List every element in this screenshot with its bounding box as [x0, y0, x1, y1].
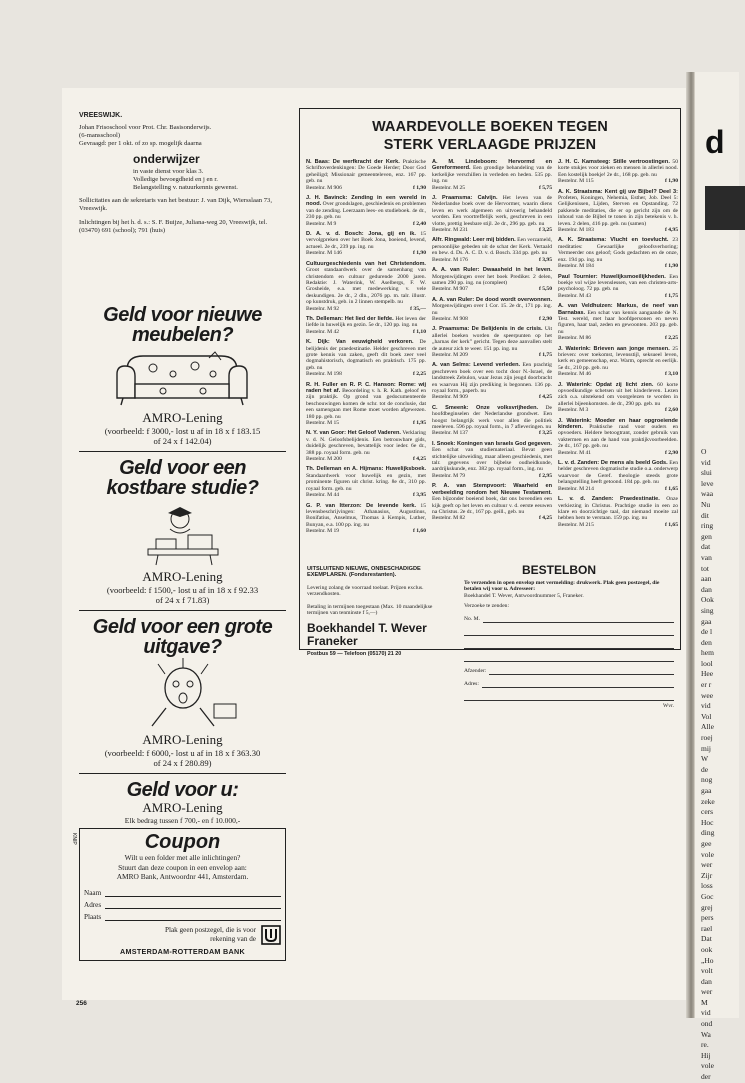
facing-page-line: van	[701, 552, 712, 562]
book-title: G. P. van Itterzon: De levende kerk.	[306, 502, 417, 509]
book-price: f 4,95	[664, 227, 678, 234]
book-title: J. Waterink: Moeder en haar opgroeiende kinderen.	[558, 417, 678, 431]
book-price: f 3,95	[412, 492, 426, 499]
facing-page-line: wer	[701, 860, 713, 870]
facing-page-line: lool	[701, 658, 713, 668]
book-column	[432, 159, 552, 539]
coupon-text: AMRO Bank, Antwoordnr 441, Amsterdam.	[116, 872, 249, 882]
book-order-number: Bestelnr. M 215	[558, 521, 594, 528]
facing-page-line: vid	[701, 457, 711, 467]
book-title: Th. Delleman: Het lied der liefde.	[306, 315, 394, 322]
coupon-title: Coupon	[144, 831, 221, 853]
book-entry	[432, 237, 552, 263]
book-title: J. Waterink: Opdat zij licht zien.	[558, 381, 654, 388]
facing-page-line: de	[701, 764, 709, 774]
book-price: f 1,75	[664, 292, 678, 299]
book-price: f 1,75	[538, 351, 552, 358]
book-price: f 1,90	[664, 178, 678, 185]
ad-subtitle: STERK VERLAAGDE PRIJZEN	[383, 137, 597, 153]
book-price: f 1,95	[412, 420, 426, 427]
book-title: K. Dijk: Van eeuwigheid verkoren.	[306, 339, 414, 346]
book-entry	[306, 195, 426, 227]
coupon-text: Wilt u een folder met alle inlichtingen?	[124, 853, 241, 862]
vacancy-line: Volledige bevoegdheid en j en r.	[133, 175, 218, 183]
amro-lender: AMRO-Lening	[142, 569, 223, 584]
book-title: N. Y. van Goor: Het Geloof Vaderen.	[306, 430, 401, 437]
ad-title: WAARDEVOLLE BOEKEN TEGEN	[372, 119, 608, 135]
book-price: f 3,25	[538, 430, 552, 437]
facing-page-line: ring	[701, 521, 714, 531]
vacancy-applications: Sollicitaties aan de sekretaris van het bestuur: J. van Dijk, Wiersslaan 73, Vreeswijk.	[79, 197, 272, 213]
facing-page-line: gee	[701, 838, 712, 848]
book-price: f 2,90	[664, 449, 678, 456]
book-description: 60 korte opvoedkundige schetsen uit het kinderleven. Lezen zich o.a. uitstekend om voorgelezen te worden in allerlei bijeenkomsten. 4e dr., 290 pp. geb. nu	[558, 381, 678, 407]
book-title: N. Baas: De werfkracht der Kerk.	[306, 159, 400, 165]
amro-example: (voorbeeld: f 3000,- lost u af in 18 x f 183.15	[104, 426, 261, 436]
book-entry	[558, 237, 678, 269]
book-order-number: Bestelnr. M 3	[558, 407, 589, 414]
facing-page-line: den	[701, 637, 712, 647]
book-order-number: Bestelnr. M 200	[306, 456, 342, 463]
book-description: Een prachtig geschreven boek over een tocht door N.-Israel, de landstreek Zebulon, waar Jezus zijn jeugd doorbracht en waarvan Hij zijn prediking is begonnen. 136 pp. royaal form., paperb. nu	[432, 362, 552, 394]
amro-offer-final	[79, 780, 286, 825]
facing-page-line: tot	[701, 563, 709, 573]
coupon-name-field[interactable]: Naam	[84, 885, 281, 897]
facing-page-line: der	[701, 1072, 711, 1082]
facing-page-line: dan	[701, 976, 712, 986]
book-title: J. Waterink: Brieven aan jonge mensen.	[558, 345, 670, 352]
amro-headline: Geld voor een grote uitgave?	[92, 616, 273, 658]
book-description: Verklaring v. d. N. Geloofsbelijdenis. Een betrouwbare gids, duidelijk geschreven, bevattelijk voor ieder. 6e dr., 388 pp. royaal form. geb. nu	[306, 430, 426, 456]
facing-page-line: rael	[701, 923, 713, 933]
postage-note: Plak geen postzegel, die is voor rekening van de	[84, 925, 281, 945]
ad-notes	[307, 566, 451, 663]
book-order-number: Bestelnr. M 176	[432, 256, 468, 263]
vacancy-line: Belangstelling v. natuurkennis gewenst.	[133, 184, 238, 192]
order-form-address: Boekhandel T. Wever, Antwoordnummer 5, Franeker.	[464, 592, 584, 599]
book-order-number: Bestelnr. M 92	[306, 305, 340, 312]
facing-page-line: zeke	[701, 796, 715, 806]
book-price: f 3,10	[664, 371, 678, 378]
book-entry	[558, 496, 678, 528]
book-title: D. A. v. d. Bosch: Jona, gij en ik.	[306, 231, 416, 238]
book-title: A. van Selms: Levend verleden.	[432, 362, 521, 369]
book-title: Paul Tournier: Huwelijksmoeilijkheden.	[558, 273, 666, 280]
book-title: I. Snoek: Koningen van Israels God gegeven.	[432, 440, 552, 447]
amro-headline: Geld voor een kostbare studie?	[106, 457, 259, 499]
book-order-number: Bestelnr. M 41	[558, 449, 592, 456]
book-entry	[432, 362, 552, 400]
facing-page-line: W	[701, 754, 709, 764]
book-entry	[558, 189, 678, 234]
facing-page-line: ook	[701, 944, 713, 954]
facing-page-line: Hee	[701, 669, 714, 679]
facing-page-line: nog	[701, 775, 713, 785]
book-price: f 2,25	[664, 335, 678, 342]
coupon-text: Stuurt dan deze coupon in een envelop aan:	[118, 862, 247, 872]
book-order-number: Bestelnr. M 42	[306, 328, 340, 335]
book-description: Een schat van kennis aangaande de N. Test. wereld, met haar hoofdpersonen en neven figuren, haar taal, zeden en gewoonten. 203 pp. geb. nu	[558, 309, 678, 335]
book-price: f 5,75	[538, 184, 552, 191]
facing-page-line: vid	[701, 1008, 711, 1018]
facing-page-line: roej	[701, 733, 713, 743]
book-description: Een schat van studiemateriaal. Bevat geen stichtelijke uitweiding, maar alleen geschiedenis, met talr. gegevens over bijbelse oudheidkunde, aardrijkskunde, enz. 382 pp. royaal form., ing. nu	[432, 447, 552, 473]
book-entry	[306, 382, 426, 427]
facing-page-line: M	[701, 997, 708, 1007]
amro-lender: AMRO-Lening	[142, 410, 223, 425]
facing-page-line: leve	[701, 478, 714, 488]
book-list	[306, 159, 678, 539]
facing-page-letter: d	[705, 124, 725, 160]
vacancy-line: in vaste dienst voor klas 3.	[133, 167, 204, 175]
facing-page-line: slui	[701, 468, 712, 478]
facing-page-line: Zijr	[701, 870, 713, 880]
book-title: R. H. Fuller en R. P. C. Hanson: Rome: wij raden het af.	[306, 381, 426, 394]
book-order-number: Bestelnr. M 198	[306, 371, 342, 378]
book-title: C. Smeenk: Onze volksvrijheden.	[432, 404, 539, 411]
book-description: Beoordeling v. h. R. Kath. geloof en zijn praktijk. Op grond van gedocumenteerde beschouwingen komen de schr. tot de conclusie, dat een samengaan met Rome moet worden afgewezen. 180 pp. geb. nu	[306, 388, 426, 420]
facing-page-line: Ook	[701, 595, 714, 605]
vacancy-request: Gevraagd: per 1 okt. of zo sp. mogelijk daarna	[79, 140, 202, 148]
order-blank-line[interactable]	[464, 638, 674, 649]
facing-page-line: ond	[701, 1019, 713, 1029]
book-entry	[306, 466, 426, 498]
facing-page-line: aan	[701, 574, 712, 584]
book-price: f 4,25	[538, 394, 552, 401]
order-blank-line[interactable]	[464, 625, 674, 636]
book-order-number: Bestelnr. M 44	[306, 492, 340, 499]
order-form-title: BESTELBON	[522, 563, 597, 577]
book-title: J. Praamsma: Calvijn.	[432, 195, 498, 202]
book-order-number: Bestelnr. M 908	[432, 315, 468, 322]
book-description: De hoofdbeginselen der Nederlandse grondwet. Een hoogst belangrijk werk voor allen die politiek meeleven. 596 pp. royaal form., in 7 afleveringen. nu	[432, 404, 552, 431]
ad-delivery: Levering zolang de voorraad toelaat. Prijzen exclus. verzendkosten.	[307, 584, 424, 598]
facing-page-dark-block	[705, 186, 745, 230]
cut-mark: KNIP	[71, 833, 77, 845]
amro-headline: Geld voor nieuwe meubelen?	[103, 304, 262, 346]
book-price: f 1,65	[664, 521, 678, 528]
facing-page-line: dan	[701, 584, 712, 594]
book-description: Onze verkiezing in Christus. Prachtige studie in een zo klare en doorzichtige taal, dat niemand moeite zal hebben hem te verstaan. 159 pp. ing. nu	[558, 496, 678, 522]
book-price: f 2,95	[538, 472, 552, 479]
book-description: Het leven van de Nederlandse boek over de Hervormer, waarin diens leven en werk algemeen en uitvoerig behandeld worden. Een voortreffelijk werk, geschreven in een vlotte, prettig leesbare stijl. 2e dr., 296 pp. geb. nu	[432, 195, 552, 227]
book-entry	[306, 316, 426, 335]
sofa-illustration	[113, 348, 253, 408]
vacancy-position: onderwijzer	[133, 151, 200, 166]
address-field[interactable]: Adres:	[464, 677, 674, 688]
book-entry	[558, 382, 678, 414]
shop-name: Boekhandel T. Wever	[307, 621, 427, 636]
amro-range: Elk bedrag tussen f 700,- en f 10.000,-	[124, 816, 241, 825]
order-blank-line[interactable]	[464, 690, 674, 701]
facing-page-line: grej	[701, 902, 713, 912]
book-advertisement	[299, 108, 681, 709]
book-description: 25 brieven: over toekomst, levensstijl, seksueel leven, kerk en gemeenschap, enz. Warm, oprecht en eerlijk. 5e dr., 210 pp. geb. nu	[558, 345, 678, 371]
facing-page-text	[701, 447, 715, 1083]
book-description: Standaardwerk voor huwelijk en gezin, met prominente figuren uit christ. kring. 8e dr., 310 pp. royaal form. geb. nu	[306, 472, 426, 492]
book-entry	[432, 297, 552, 323]
book-order-number: Bestelnr. M 46	[558, 371, 592, 378]
book-price: f 1,65	[664, 485, 678, 492]
book-price: f 4,25	[538, 515, 552, 522]
order-number-field[interactable]: No. M.	[464, 612, 674, 623]
facing-page-line: Dat	[701, 934, 712, 944]
shop-city: Franeker	[307, 634, 358, 649]
bank-logo-icon	[261, 925, 281, 945]
facing-page-line: er r	[701, 680, 712, 690]
amro-lender: AMRO-Lening	[142, 800, 223, 815]
amro-offer	[79, 617, 286, 768]
book-entry	[558, 418, 678, 456]
book-entry	[306, 159, 426, 191]
facing-page-line: vole	[701, 1061, 714, 1071]
amro-example: (voorbeeld: f 1500,- lost u af in 18 x f 92.33	[106, 585, 259, 595]
book-order-number: Bestelnr. M 9	[306, 220, 337, 227]
book-description: 23 meditaties: Gewaarlijke geloofsverhoring; Vermeerder ons geloof; Gods gedachten en de onze, enz. 194 pp. ing. nu	[558, 237, 678, 263]
facing-page-line: wee	[701, 690, 714, 700]
amro-advertisement	[71, 304, 286, 961]
order-form-instructions: Te verzenden in open envelop met vermelding: drukwerk. Plak geen postzegel, die betalen wij voor u. Adresseer:	[464, 580, 660, 593]
vacancy-information: Inlichtingen bij het h. d. s.: S. F. Buijze, Juliana-weg 20, Vreeswijk, tel. (03470) 691 (school); 791 (huis)	[79, 218, 268, 234]
page-number: 256	[76, 1000, 87, 1007]
book-order-number: Bestelnr. M 909	[432, 394, 468, 401]
book-entry	[558, 274, 678, 300]
book-price: f 2,60	[664, 407, 678, 414]
order-blank-line[interactable]	[464, 651, 674, 662]
book-title: L. v. d. Zanden: Praedestinatie.	[558, 496, 660, 503]
facing-page-line: gen	[701, 531, 712, 541]
book-order-number: Bestelnr. M 183	[558, 227, 594, 234]
book-title: J. Praamsma: De Belijdenis in de crisis.	[432, 326, 543, 333]
book-entry	[558, 346, 678, 378]
book-description: Uit allerlei boeken worden de speerpunten op het „harnas der kerk” gericht. Tegen deze aanvallen stelt de auteur zich te weer. 151 pp. ing. nu	[432, 326, 552, 352]
facing-page-line: hem	[701, 648, 714, 658]
book-order-number: Bestelnr. M 231	[432, 227, 468, 234]
book-title: A. K. Straatsma: Vlucht en toevlucht.	[558, 237, 669, 244]
amro-example: of 24 x f 71.83)	[155, 595, 210, 605]
book-price: f 3,25	[538, 227, 552, 234]
book-entry	[306, 261, 426, 312]
book-description: Profeten, Koningen, Nehemia, Esther, Job. Deel 5: Gelijkenissen, Lijden, Sterven en Opstanding. 72 pakkende meditaties, die er op gericht zijn om de inhoud van de Bijbel te tonen in zijn betekenis v. h. leven. 2 delen, 416 pp. geb. nu (samen)	[558, 195, 678, 227]
book-order-number: Bestelnr. M 906	[306, 184, 342, 191]
book-entry	[558, 159, 678, 185]
book-description: Een boekje vol wijze levenslessen, van een christen-arts-psycholoog. 72 pp. geb. nu	[558, 273, 678, 293]
book-title: A. A. van Ruler: Dwaasheid in het leven.	[432, 267, 552, 274]
book-order-number: Bestelnr. M 15	[306, 420, 340, 427]
book-description: 15 levensbeschrijvingen: Athanasius, Augustinus, Bonifatius, Anselmus, Thomas à Kempis, Luther, Bunyan, e.a. 100 pp. ing. nu	[306, 502, 426, 528]
book-description: Over grondslagen, geschiedenis en problemen van de zending. Leerzaam lees- en studieboek. 4e dr., 230 pp. geb. nu	[306, 201, 427, 221]
book-price: f 1,90	[664, 263, 678, 270]
book-column	[306, 159, 426, 539]
facing-page-line: Vol	[701, 711, 712, 721]
vacancy-school: Johan Frisoschool voor Prot. Chr. Basisonderwijs.	[79, 124, 212, 131]
book-order-number: Bestelnr. M 209	[432, 351, 468, 358]
facing-page-line: de l	[701, 627, 713, 637]
facing-page-line: dat	[701, 542, 711, 552]
book-order-number: Bestelnr. M 115	[558, 178, 594, 185]
book-title: L. v. d. Zanden: De mens als beeld Gods.	[558, 460, 668, 467]
book-price: f 4,25	[412, 456, 426, 463]
book-entry	[432, 195, 552, 233]
book-order-number: Bestelnr. M 79	[432, 472, 466, 479]
facing-page-line: O	[701, 447, 707, 456]
book-order-number: Bestelnr. M 907	[432, 286, 468, 293]
book-price: f 1,10	[412, 328, 426, 335]
book-price: f 3,95	[538, 256, 552, 263]
book-price: f 1,90	[412, 250, 426, 257]
facing-page-line: re.	[701, 1040, 709, 1050]
book-description: Praktische raad voor ouders en opvoeders. Heldere betoogtrant, zonder gebruik van vaktermen en aan de hand van praktijkvoorbeelden. 2e dr., 167 pp. geb. nu	[558, 424, 679, 450]
book-order-number: Bestelnr. M 25	[432, 184, 466, 191]
facing-page-line: gaa	[701, 616, 712, 626]
amro-offer	[79, 458, 286, 605]
vacancy-town: VREESWIJK.	[79, 112, 123, 119]
facing-page-line: Hij	[701, 1050, 711, 1060]
book-title: A. M. Lindeboom: Hervormd en Gereformeerd.	[432, 159, 552, 172]
facing-page-line: pers	[701, 913, 714, 923]
amro-example: of 24 x f 142.04)	[153, 436, 212, 446]
book-price: f 2,90	[538, 315, 552, 322]
book-title: Cultuurgeschiedenis van het Christendom.	[306, 260, 426, 267]
book-entry	[432, 405, 552, 437]
facing-page-line: ding	[701, 828, 715, 838]
facing-page-line: cers	[701, 807, 714, 817]
vacancy-school-size: (6-mansschool)	[79, 132, 121, 140]
book-title: J. H. C. Kamsteeg: Stille vertroostingen.	[558, 159, 670, 165]
book-description: Praktische Schriftoverdenkingen: De Goede Herder; Door God geheiligd; Missionair gemeenteleven, enz. 167 pp. geb. nu	[306, 159, 426, 185]
book-price: f 1,90	[412, 184, 426, 191]
book-description: Een verzameld, persoonlijke gebeden uit de schat der Kerk. Vertaald en bew. d. Ds. A. C. D. v. d. Bosch. 334 pp. geb. nu	[432, 237, 552, 257]
surprised-person-illustration	[118, 660, 248, 730]
facing-page-line: Nu	[701, 499, 711, 509]
facing-page-line: Wa	[701, 1029, 711, 1039]
facing-page-line: vid	[701, 701, 711, 711]
ad-terms: Betaling in termijnen toegestaan (Max. 10 maandelijkse termijnen van tenminste f 5,—)	[307, 603, 433, 617]
book-order-number: Bestelnr. M 86	[558, 335, 592, 342]
book-order-number: Bestelnr. M 184	[558, 263, 594, 270]
book-order-number: Bestelnr. M 82	[432, 515, 466, 522]
ad-notice: UITSLUITEND NIEUWE, ONBESCHADIGDE EXEMPLAREN. (Fondsrestanten).	[307, 566, 421, 579]
amro-example: of 24 x f 280.89)	[153, 758, 212, 768]
book-entry	[432, 483, 552, 521]
book-title: J. H. Bavinck: Zending in een wereld in nood.	[306, 195, 426, 208]
vacancy-notice	[79, 112, 286, 235]
order-form[interactable]	[464, 563, 674, 709]
facing-page-line: „Ho	[701, 955, 714, 965]
facing-page-line: sing	[701, 605, 714, 615]
book-description: 50 korte stukjes voor zieken en mensen in allerlei nood. Een kostelijk boekje! 2e dr., 168 pp. geb. nu	[558, 159, 678, 178]
bank-name: AMSTERDAM-ROTTERDAM BANK	[120, 946, 245, 956]
facing-page-line: waa	[701, 489, 714, 499]
book-description: Morgenwijdingen over 1 Cor. 15. 2e dr., 171 pp. ing. nu	[432, 303, 552, 316]
book-entry	[432, 441, 552, 479]
facing-page-line: volt	[701, 966, 713, 976]
book-entry	[306, 339, 426, 377]
book-description: Een helder geschreven dogmatische studie o.a. onderwerp waarvoor de Geref. theologie steeds grote belangstelling heeft getoond. 184 pp. geb. nu	[558, 460, 678, 486]
book-entry	[432, 159, 552, 191]
book-price: f 2,40	[412, 220, 426, 227]
book-price: f 1,60	[412, 528, 426, 535]
facing-page-line: vole	[701, 849, 714, 859]
facing-page-line: Goc	[701, 891, 714, 901]
book-entry	[306, 503, 426, 535]
book-entry	[306, 430, 426, 462]
amro-headline: Geld voor u:	[126, 779, 239, 801]
book-order-number: Bestelnr. M 19	[306, 528, 340, 535]
facing-page-line: wer	[701, 987, 713, 997]
book-title: A. A. van Ruler: De dood wordt overwonnen.	[432, 296, 552, 303]
facing-page-line: dit	[701, 510, 709, 520]
book-title: P. A. van Stempvoort: Waarheid en verbeelding rondom het Nieuwe Testament.	[432, 483, 552, 496]
book-entry	[558, 303, 678, 341]
book-title: A. K. Straatsma: Kent gij uw Bijbel? Deel 3:	[558, 188, 678, 195]
book-description: De belijdenis der praedestinatie. Helder geschreven met grote kennis van zaken, geeft dit boek zeer veel dogmahistorisch, dogmatisch en praktisch. 175 pp. geb. nu	[306, 339, 426, 371]
order-form-code: Wvr.	[662, 702, 674, 709]
amro-offer	[79, 305, 286, 446]
book-order-number: Bestelnr. M 146	[306, 250, 342, 257]
coupon[interactable]	[71, 828, 286, 961]
book-price: f 35,—	[410, 305, 426, 312]
book-entry	[558, 460, 678, 492]
book-entry	[432, 267, 552, 293]
facing-page-edge	[694, 72, 739, 1082]
sender-field[interactable]: Afzender:	[464, 664, 674, 675]
book-description: Een bijzonder boeiend boek, dat ons bovendien een kijk geeft op het leven en cultuur v. d. eerste eeuwen na Christus. 2e dr., 167 pp. geill., geb. nu	[432, 496, 552, 515]
book-description: Morgenwijdingen over het boek Prediker. 2 delen, samen 290 pp. ing. nu (compleet)	[432, 273, 552, 286]
book-title: Alfr. Ringwald: Leer mij bidden.	[432, 237, 516, 244]
book-description: Een grondige behandeling van de kerkelijke verschillen in verleden en heden. 535 pp. ing. nu	[432, 165, 552, 185]
book-title: Th. Delleman en A. Hijmans: Huwelijksboek.	[306, 466, 426, 473]
facing-page-line: Alle	[701, 722, 714, 732]
facing-page-line: Hoc	[701, 817, 714, 827]
book-description: Groot standaardwerk over de samenhang van christendom en cultuur gedurende 2000 jaren. Redaktie: J. Waterink, W. Aselbergs, F. W. Grosheide, e.a. met medewerking v. vele deskundigen. 2e dr., 2 dln., 2076 pp. m. talr. illustr. op kunstdruk, geb. in 2 linnen stempelb. nu	[306, 267, 426, 306]
book-order-number: Bestelnr. M 43	[558, 292, 592, 299]
amro-lender: AMRO-Lening	[142, 732, 223, 747]
student-illustration	[118, 501, 248, 567]
coupon-address-field[interactable]: Adres	[84, 897, 281, 909]
book-title: A. van Veldhuizen: Markus, de neef van Barnabas.	[558, 303, 678, 316]
book-entry	[432, 326, 552, 358]
book-description: 15 vervolgpreken over het Boek Jona, boeiend, levend, actueel. 2e dr., 239 pp. ing. nu	[306, 231, 426, 250]
facing-page-line: mij	[701, 743, 712, 753]
book-column	[558, 159, 678, 539]
facing-page-line: gaa	[701, 786, 712, 795]
book-price: f 2,25	[412, 371, 426, 378]
coupon-place-field[interactable]: Plaats	[84, 909, 281, 921]
book-description: Het leven der liefde in huwelijk en gezin. 5e dr., 120 pp. ing. nu	[306, 315, 426, 329]
book-price: f 5,50	[538, 286, 552, 293]
facing-page-line: loss	[701, 881, 713, 891]
book-order-number: Bestelnr. M 137	[432, 430, 468, 437]
shop-address: Postbus 59 — Telefoon (05170) 21 20	[307, 651, 402, 658]
book-entry	[306, 231, 426, 257]
amro-example: (voorbeeld: f 6000,- lost u af in 18 x f 363.30	[104, 748, 261, 758]
order-form-request: Verzoeke te zenden:	[464, 603, 510, 610]
book-order-number: Bestelnr. M 214	[558, 485, 594, 492]
